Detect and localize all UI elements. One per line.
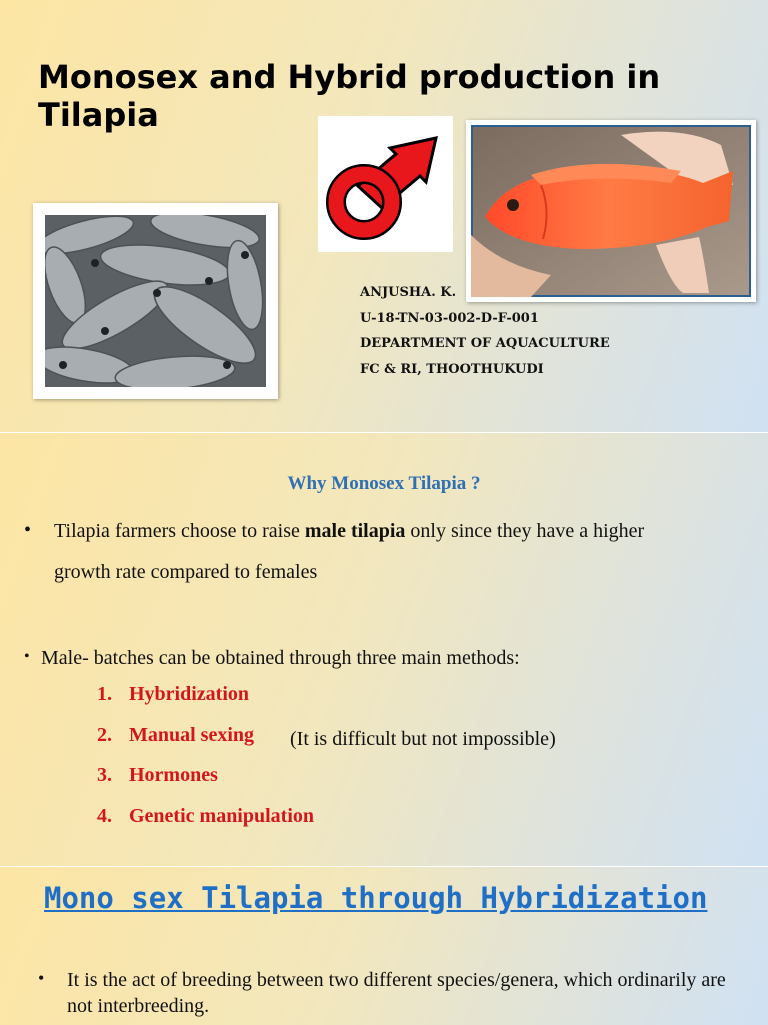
- method-item: [97, 724, 254, 747]
- slide-why-monosex: [0, 432, 768, 866]
- tilapia-pile-photo: [33, 203, 278, 399]
- author-department: DEPARTMENT OF AQUACULTURE: [360, 336, 610, 351]
- author-name: ANJUSHA. K.: [360, 285, 457, 300]
- method-number: 2.: [97, 724, 112, 746]
- method-item: [97, 683, 249, 706]
- method-number: 3.: [97, 764, 112, 786]
- slide-title: [0, 0, 768, 432]
- author-info: [360, 280, 610, 382]
- male-symbol-icon: [318, 116, 453, 252]
- manual-sexing-note: (It is difficult but not impossible): [290, 728, 556, 750]
- method-item: [97, 764, 218, 787]
- bullet1-post: only since they have a higher: [405, 520, 645, 542]
- author-institute: FC & RI, THOOTHUKUDI: [360, 361, 544, 377]
- slide-hybridization: [0, 866, 768, 1025]
- bullet-marker: •: [38, 968, 45, 988]
- method-label: Hybridization: [129, 683, 250, 705]
- method-label: Genetic manipulation: [129, 805, 315, 827]
- bullet-male-tilapia: [54, 511, 754, 593]
- method-number: 1.: [97, 683, 112, 705]
- slide2-heading: Why Monosex Tilapia ?: [287, 473, 481, 494]
- red-tilapia-photo: [466, 120, 756, 302]
- author-id: U-18-TN-03-002-D-F-001: [360, 310, 539, 326]
- bullet-marker: •: [24, 519, 32, 541]
- method-label: Hormones: [129, 764, 218, 786]
- slide-title-heading: Monosex and Hybrid production in Tilapia: [38, 58, 661, 134]
- bullet-methods-intro: Male- batches can be obtained through three main methods:: [41, 647, 520, 669]
- method-item: [97, 805, 314, 828]
- method-label: Manual sexing: [129, 724, 255, 746]
- bullet-marker: •: [24, 648, 30, 665]
- bullet1-bold: male tilapia: [304, 520, 406, 542]
- bullet1-line2: growth rate compared to females: [54, 561, 318, 583]
- slide3-title: Mono sex Tilapia through Hybridization: [44, 881, 708, 915]
- hybridization-definition: It is the act of breeding between two different species/genera, which ordinarily are not interbreeding.: [67, 969, 726, 1017]
- bullet1-pre: Tilapia farmers choose to raise: [54, 520, 305, 542]
- method-number: 4.: [97, 805, 112, 827]
